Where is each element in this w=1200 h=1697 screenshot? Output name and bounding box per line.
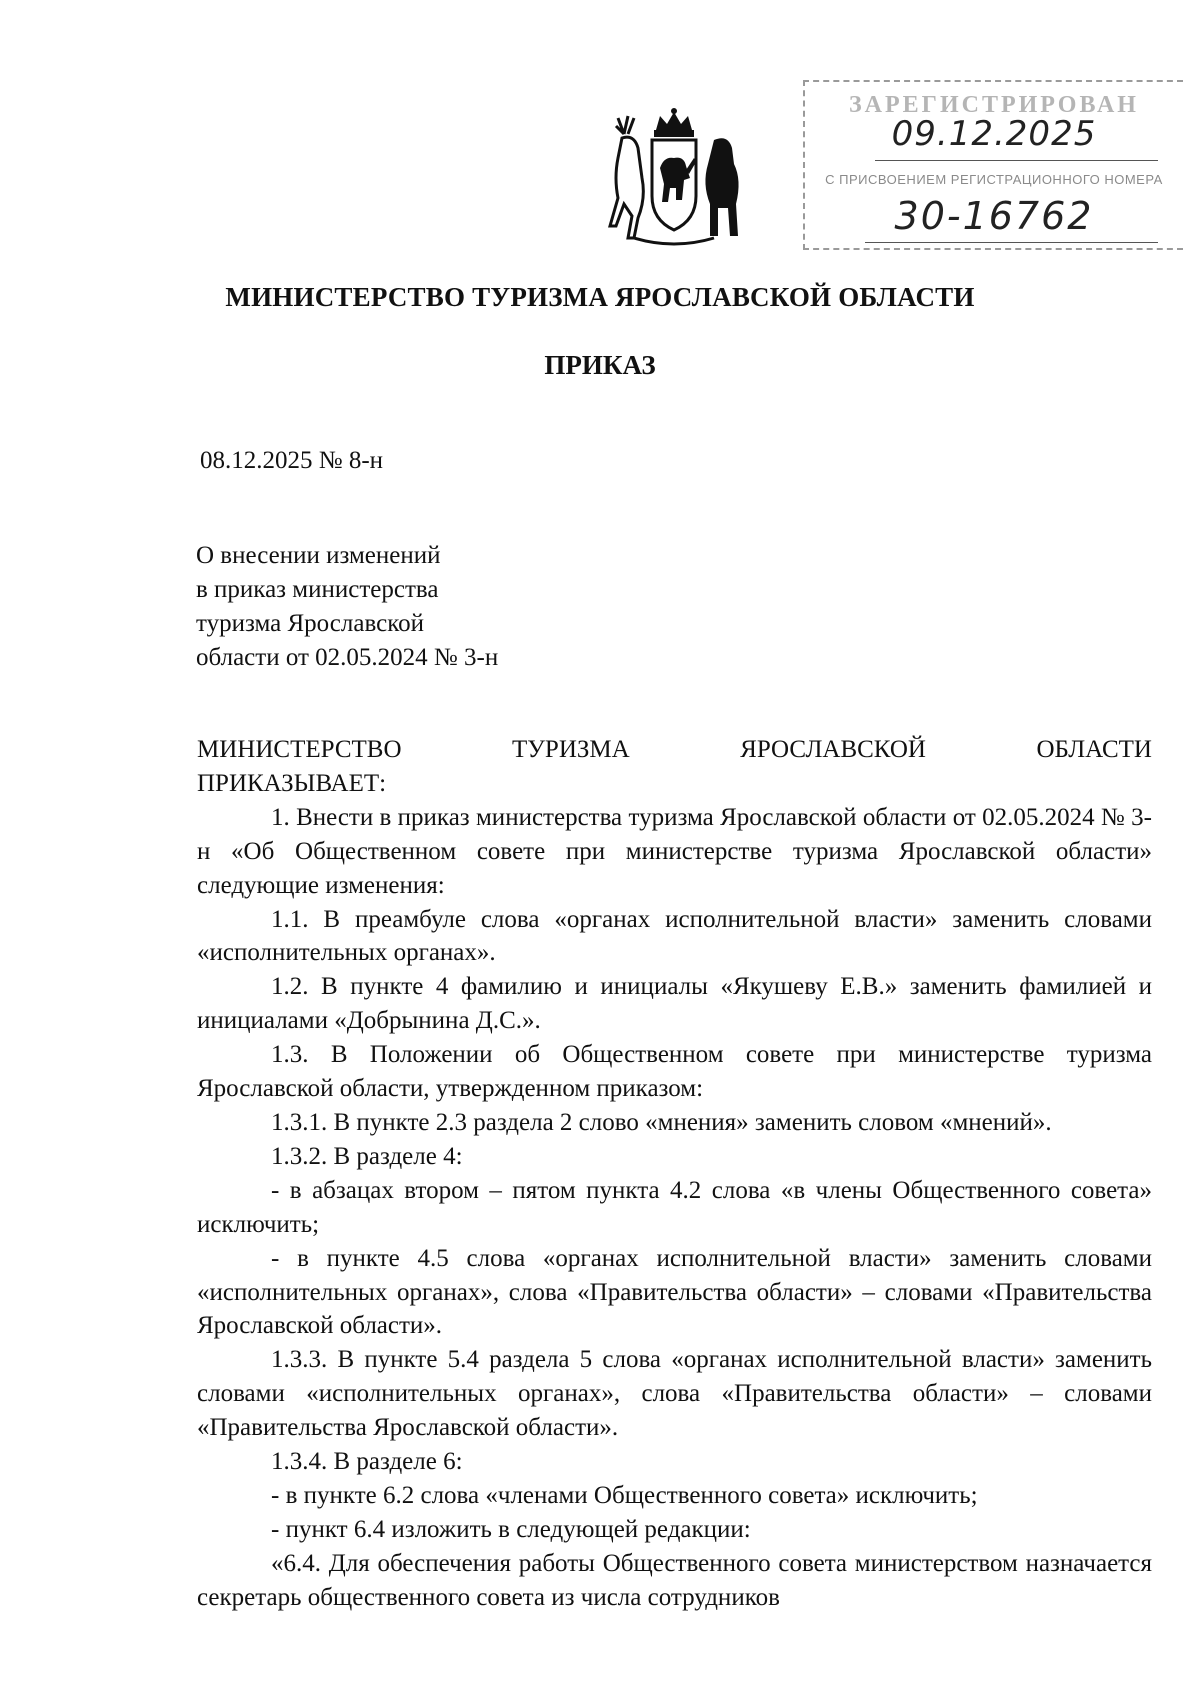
paragraph-1-3-3: 1.3.3. В пункте 5.4 раздела 5 слова «органах исполнительной власти» заменить словами «исполнительных органах», слова «Правительства области» – словами «Правительства Ярославской области».: [197, 1346, 1152, 1442]
intro-tail: ПРИКАЗЫВАЕТ:: [197, 769, 387, 797]
intro-word: ЯРОСЛАВСКОЙ: [740, 736, 926, 763]
order-date-number: 08.12.2025 № 8-н: [200, 447, 384, 474]
paragraph-1: 1. Внести в приказ министерства туризма Ярославской области от 02.05.2024 № 3-н «Об Общественном совете при министерстве туризма Ярославской области» следующие изменения:: [197, 803, 1152, 899]
paragraph-bullet: - пункт 6.4 изложить в следующей редакции:: [271, 1515, 751, 1543]
paragraph-1-3: 1.3. В Положении об Общественном совете при министерстве туризма Ярославской области, утвержденном приказом:: [197, 1041, 1152, 1103]
intro-word: МИНИСТЕРСТВО: [197, 736, 402, 763]
stamp-header: ЗАРЕГИСТРИРОВАН: [849, 92, 1139, 118]
stamp-number-underline: [865, 242, 1158, 243]
stamp-date-underline: [875, 160, 1158, 161]
paragraph-bullet: - в абзацах втором – пятом пункта 4.2 слова «в члены Общественного совета» исключить;: [197, 1176, 1152, 1238]
stamp-handwritten-date: 09.12.2025: [891, 114, 1097, 154]
subject-line: в приказ министерства: [196, 576, 439, 603]
intro-word: ОБЛАСТИ: [1036, 736, 1152, 763]
stamp-handwritten-number: 30-16762: [894, 194, 1094, 238]
paragraph-1-1: 1.1. В преамбуле слова «органах исполнительной власти» заменить словами «исполнительных органах».: [197, 905, 1152, 967]
intro-line: [197, 733, 1152, 767]
document-type-title: ПРИКАЗ: [544, 350, 656, 380]
ministry-title: МИНИСТЕРСТВО ТУРИЗМА ЯРОСЛАВСКОЙ ОБЛАСТИ: [225, 282, 975, 312]
paragraph-1-2: 1.2. В пункте 4 фамилию и инициалы «Якушеву Е.В.» заменить фамилией и инициалами «Добрынина Д.С.».: [197, 973, 1152, 1035]
subject-line: туризма Ярославской: [196, 610, 424, 637]
paragraph-1-3-2: 1.3.2. В разделе 4:: [271, 1142, 463, 1170]
paragraph-1-3-1: 1.3.1. В пункте 2.3 раздела 2 слово «мнения» заменить словом «мнений».: [271, 1108, 1052, 1136]
subject-line: О внесении изменений: [196, 542, 441, 569]
order-body: [197, 733, 1152, 1615]
stamp-subheader: С ПРИСВОЕНИЕМ РЕГИСТРАЦИОННОГО НОМЕРА: [825, 172, 1163, 187]
intro-word: ТУРИЗМА: [511, 736, 630, 763]
subject-line: области от 02.05.2024 № 3-н: [196, 644, 499, 671]
order-subject: [196, 539, 498, 675]
paragraph-1-3-4: 1.3.4. В разделе 6:: [271, 1448, 463, 1476]
paragraph-6-4-quote: «6.4. Для обеспечения работы Общественного совета министерством назначается секретарь общественного совета из числа сотрудников: [197, 1549, 1152, 1611]
paragraph-bullet: - в пункте 4.5 слова «органах исполнительной власти» заменить словами «исполнительных органах», слова «Правительства области» – словами «Правительства Ярославской области».: [197, 1244, 1152, 1340]
registration-stamp: [803, 80, 1183, 250]
paragraph-bullet: - в пункте 6.2 слова «членами Общественного совета» исключить;: [271, 1481, 978, 1509]
coat-of-arms-emblem: [594, 108, 754, 248]
